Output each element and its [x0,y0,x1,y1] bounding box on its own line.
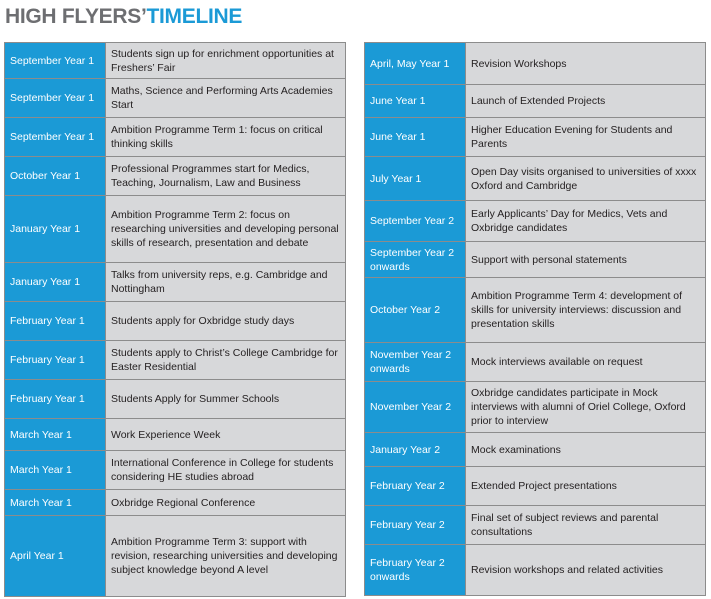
timeline-row [365,118,705,156]
timeline-date: January Year 1 [5,196,105,262]
timeline-event: Students apply for Oxbridge study days [106,302,345,340]
timeline-row [365,545,705,595]
timeline-event: Revision Workshops [466,43,705,84]
timeline-date: February Year 1 [5,302,105,340]
timeline-date: February Year 2 onwards [365,545,465,595]
page-title [5,4,242,30]
timeline-row [365,43,705,84]
timeline-table-left [4,42,346,597]
timeline-event: Students Apply for Summer Schools [106,380,345,418]
timeline-row [365,157,705,200]
timeline-row [5,516,345,596]
timeline-row [365,506,705,544]
timeline-date: June Year 1 [365,118,465,156]
timeline-event: Professional Programmes start for Medics, Teaching, Journalism, Law and Business [106,157,345,195]
timeline-date: January Year 1 [5,263,105,301]
timeline-date: November Year 2 onwards [365,343,465,381]
timeline-row [5,157,345,195]
timeline-row [5,43,345,78]
timeline-date: June Year 1 [365,85,465,117]
timeline-row [365,343,705,381]
timeline-event: Students sign up for enrichment opportunities at Freshers’ Fair [106,43,345,78]
timeline-row [5,419,345,450]
timeline-date: March Year 1 [5,419,105,450]
timeline-event: Early Applicants’ Day for Medics, Vets and Oxbridge candidates [466,201,705,241]
timeline-date: July Year 1 [365,157,465,200]
timeline-date: April, May Year 1 [365,43,465,84]
timeline-event: International Conference in College for students considering HE studies abroad [106,451,345,489]
timeline-date: September Year 2 onwards [365,242,465,277]
timeline-row [365,467,705,505]
timeline-row [5,380,345,418]
timeline-row [5,341,345,379]
timeline-event: Oxbridge Regional Conference [106,490,345,515]
timeline-event: Higher Education Evening for Students and Parents [466,118,705,156]
timeline-event: Mock examinations [466,433,705,466]
timeline-row [5,451,345,489]
timeline-row [5,302,345,340]
timeline-event: Ambition Programme Term 4: development of skills for university interviews: discussion and presentation skills [466,278,705,342]
timeline-event: Mock interviews available on request [466,343,705,381]
timeline-event: Talks from university reps, e.g. Cambridge and Nottingham [106,263,345,301]
timeline-event: Ambition Programme Term 1: focus on critical thinking skills [106,118,345,156]
timeline-date: October Year 1 [5,157,105,195]
timeline-date: September Year 1 [5,43,105,78]
timeline-row [365,433,705,466]
timeline-event: Revision workshops and related activities [466,545,705,595]
timeline-row [365,278,705,342]
timeline-row [365,85,705,117]
timeline-date: March Year 1 [5,490,105,515]
timeline-event: Support with personal statements [466,242,705,277]
timeline-date: February Year 2 [365,467,465,505]
timeline-event: Ambition Programme Term 2: focus on researching universities and developing personal skills of research, presentation and debate [106,196,345,262]
timeline-row [5,263,345,301]
timeline-event: Work Experience Week [106,419,345,450]
timeline-table-right [364,42,706,596]
timeline-event: Ambition Programme Term 3: support with revision, researching universities and developing subject knowledge beyond A level [106,516,345,596]
timeline-date: September Year 2 [365,201,465,241]
timeline-row [365,201,705,241]
timeline-date: September Year 1 [5,118,105,156]
timeline-row [5,118,345,156]
timeline-event: Launch of Extended Projects [466,85,705,117]
timeline-event: Oxbridge candidates participate in Mock interviews with alumni of Oriel College, Oxford prior to interview [466,382,705,432]
timeline-event: Students apply to Christ’s College Cambridge for Easter Residential [106,341,345,379]
timeline-row [365,382,705,432]
timeline-event: Maths, Science and Performing Arts Academies Start [106,79,345,117]
timeline-date: February Year 1 [5,341,105,379]
timeline-date: September Year 1 [5,79,105,117]
timeline-date: March Year 1 [5,451,105,489]
timeline-row [5,196,345,262]
timeline-event: Open Day visits organised to universities of xxxx Oxford and Cambridge [466,157,705,200]
timeline-row [5,490,345,515]
timeline-date: January Year 2 [365,433,465,466]
timeline-date: April Year 1 [5,516,105,596]
timeline-event: Final set of subject reviews and parental consultations [466,506,705,544]
title-part-1: HIGH FLYERS’ [5,5,147,28]
timeline-date: February Year 1 [5,380,105,418]
timeline-date: November Year 2 [365,382,465,432]
timeline-row [5,79,345,117]
timeline-date: October Year 2 [365,278,465,342]
timeline-event: Extended Project presentations [466,467,705,505]
title-part-2: TIMELINE [146,5,243,28]
timeline-row [365,242,705,277]
timeline-date: February Year 2 [365,506,465,544]
